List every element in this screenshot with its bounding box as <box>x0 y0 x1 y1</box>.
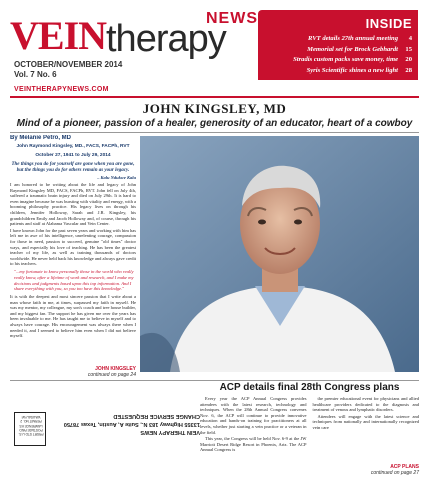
acp-continued-link[interactable]: continued on page 27 <box>370 470 419 476</box>
inside-item[interactable] <box>264 34 412 45</box>
acp-paragraph: Attendees will engage with the latest science and techniques from nationally and internationally recognized vein care <box>312 413 419 430</box>
mailing-line: 13355 Highway 183 N., Suite A, Austin, Texas 78750 <box>63 421 200 427</box>
inside-item-page: 28 <box>405 66 412 74</box>
continued-link[interactable]: continued on page 24 <box>87 372 136 378</box>
article-paragraph: I have known John for the past seven years and working with him has left me in awe of his intelligence, unrelenting courage, compassion for those in need, passion to succeed, genuine "old times" doctor ways, and especially his love of teaching. He has been the greatest teacher of my life, as well as training thousands of doctors worldwide. He never held back his knowledge and always gave credit to his teachers. <box>10 227 136 267</box>
acp-headline: ACP details final 28th Congress plans <box>219 382 400 393</box>
byline: By Melanie Petro, MD <box>10 135 72 141</box>
article-headline: JOHN KINGSLEY, MD <box>142 101 287 116</box>
article-subhead: Mind of a pioneer, passion of a healer, generosity of an educator, heart of a cowboy <box>16 118 413 129</box>
logo-therapy-text: therapy <box>106 18 226 60</box>
inside-item-label: Syris Scientific shines a new light <box>306 66 398 74</box>
mailing-line: VEIN THERAPY NEWS <box>140 429 200 435</box>
article-paragraph: It is with the deepest and most sincere passion that I write about a man whose faith in me, at times, surpassed my faith in myself. He was my mentor, my colleague, my son's coach and tree house builder, and my biggest fan. The support he has given me over the years has been invaluable to me. He has taught me to believe in myself and to always have courage. His encouragement was always there when I needed it, and I seemed to believe him even when I did not believe myself. <box>10 294 136 339</box>
acp-paragraph: the premier educational event for physicians and allied healthcare providers dedicated to the diagnosis and treatment of venous and lymphatic disorders. <box>312 396 419 413</box>
acp-column <box>200 396 307 454</box>
inside-item-page: 4 <box>408 35 412 42</box>
inside-item-label: Stradis custom packs save money, time <box>293 56 398 63</box>
vein-therapy-news-logo[interactable] <box>10 10 260 62</box>
portrait-illustration <box>140 136 419 372</box>
mailing-address <box>60 412 200 436</box>
inside-item[interactable] <box>264 45 412 56</box>
portrait-photo <box>140 136 419 372</box>
inside-title: INSIDE <box>365 16 412 31</box>
site-url-link[interactable]: VEINTHERAPYNEWS.COM <box>14 86 109 93</box>
photo-caption-name: John Raymond Kingsley, MD., FACS, FACPh, RVT <box>16 144 130 149</box>
header-rule <box>10 96 419 98</box>
acp-article-body <box>200 396 419 454</box>
acp-paragraph: Every year the ACP Annual Congress provides attendees with the latest research, technology and techniques. When the 28th Annual Congress convenes Nov. 6, the ACP will continue to provide innovative education and hands-on training for practitioners at all levels, whether just starting a vein practice or a veteran in the field. <box>200 396 307 435</box>
logo-news-text: NEWS <box>206 10 258 27</box>
acp-paragraph: This year, the Congress will be held Nov. 6-9 at the JW Marriott Desert Ridge Resort in Phoenix, Ariz. The ACP Annual Congress is <box>200 436 307 453</box>
inside-item-page: 15 <box>405 45 412 53</box>
logo-vein-text: VEIN <box>10 13 107 58</box>
inside-item[interactable] <box>264 66 412 77</box>
issue-date: OCTOBER/NOVEMBER 2014 <box>14 60 123 69</box>
section-rule <box>10 380 419 381</box>
acp-column <box>313 396 420 454</box>
photo-caption-dates: October 27, 1941 to July 29, 2014 <box>35 153 111 158</box>
pull-quote: "...my fortunate to know personally those in the world who really really know, after a lifetime of work and research, and I make my decisions and judgments based upon this top information. And I share everything with you, so you too have this knowledge." <box>14 268 134 292</box>
postage-permit-box <box>14 412 46 446</box>
inside-item[interactable] <box>264 55 412 66</box>
inside-item-label: RVT details 27th annual meeting <box>307 35 398 42</box>
epigraph-attribution: – Kalu Ndukwe Kalu <box>97 175 136 180</box>
postage-permit-text: PRSRT STD U.S. POSTAGE PAID LAWRENCE KS PERMIT NO. 2 WAUSAU WI <box>18 415 44 437</box>
masthead <box>0 0 429 96</box>
article-paragraph: I am honored to be writing about the life and legacy of John Raymond Kingsley MD, FACS, FACPh, RVT. John fell on July 4th, suffered a traumatic brain injury and died on July 29th. It is hard to even imagine because he was bursting with vitality and energy, with a booming philosophy practice. His legacy lives on through his children, Jennifer Holloway, Sarah and J.R. Kingsley, his grandchildren Emily and Jacob Holloway and, of course, through his patients and staff at Alabama Vascular and Vein Center. <box>10 182 136 227</box>
acp-credit[interactable]: ACP PLANS <box>390 464 419 470</box>
article-text-column <box>10 135 136 381</box>
issue-volume: Vol. 7 No. 6 <box>14 70 57 79</box>
mailing-line: CHANGE SERVICE REQUESTED <box>113 413 200 419</box>
headline-rule <box>10 132 419 133</box>
inside-item-label: Memorial set for Brock Gebhardt <box>307 45 398 53</box>
epigraph-quote: The things you do for yourself are gone when you are gone, but the things you do for others remain as your legacy. <box>11 162 135 173</box>
inside-box <box>258 10 418 80</box>
article-credit[interactable]: JOHN KINGSLEY <box>95 366 136 372</box>
inside-item-page: 20 <box>405 56 412 63</box>
